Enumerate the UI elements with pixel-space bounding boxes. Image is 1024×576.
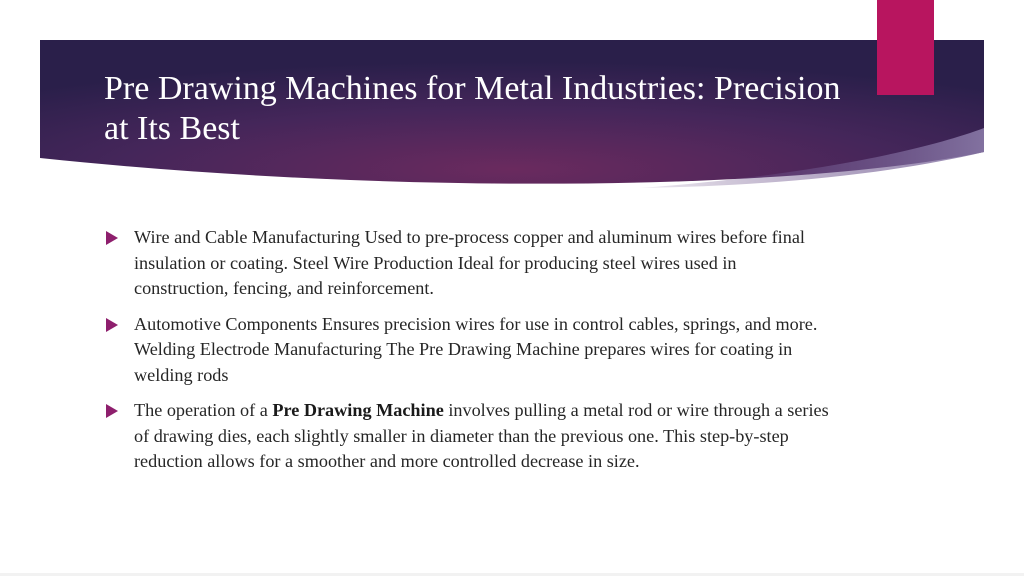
- triangle-bullet-icon: [106, 404, 118, 418]
- bullet-text-bold: Pre Drawing Machine: [272, 400, 444, 420]
- triangle-bullet-icon: [106, 318, 118, 332]
- bullet-item: [104, 225, 834, 302]
- triangle-bullet-icon: [106, 231, 118, 245]
- slide-title: Pre Drawing Machines for Metal Industries: Precision at Its Best: [104, 70, 841, 147]
- bullet-item: [104, 398, 834, 475]
- bullet-text-after: involves pulling a metal rod or wire through a series of drawing dies, each slightly smaller in diameter than the previous one. This step-by-step reduction allows for a smoother and more controlled decrease in size.: [134, 400, 829, 471]
- bullet-item: [104, 312, 834, 389]
- accent-tab: [877, 0, 934, 95]
- bullet-text: Automotive Components Ensures precision wires for use in control cables, springs, and more. Welding Electrode Manufacturing The Pre Drawing Machine prepares wires for coating in welding rods: [134, 313, 818, 385]
- bullet-list: [104, 225, 834, 485]
- bullet-text-before: The operation of a: [134, 400, 273, 420]
- bullet-text: Wire and Cable Manufacturing Used to pre-process copper and aluminum wires before final insulation or coating. Steel Wire Production Ideal for producing steel wires used in construction, fencing, and reinforcement.: [134, 227, 805, 298]
